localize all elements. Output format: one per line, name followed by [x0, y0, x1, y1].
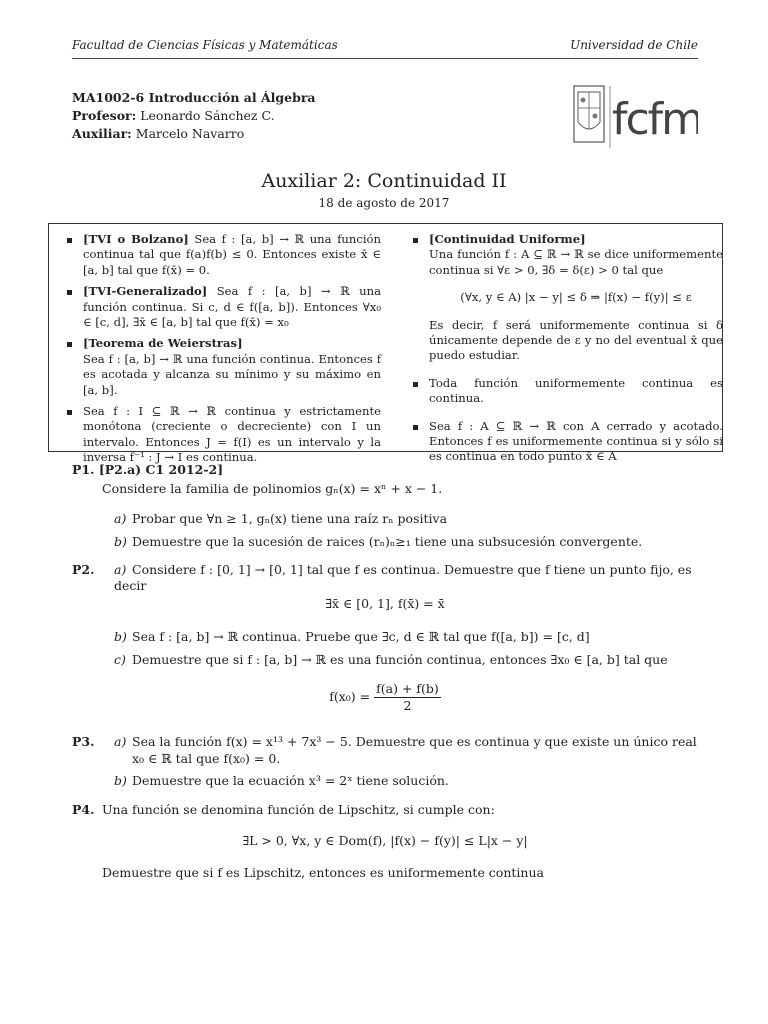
- list-item: [411, 376, 723, 407]
- item-text: Sea f : [a, b] → ℝ una función continua. Si c, d ∈ f([a, b]). Entonces ∀x₀ ∈ [c, d], ∃x̄ ∈ [a, b] tal que f(x̄) = x₀: [83, 284, 381, 330]
- item-text: Una función f : A ⊆ ℝ → ℝ se dice uniformemente continua si ∀ε > 0, ∃δ = δ(ε) > 0 tal que: [429, 247, 723, 277]
- bullet-icon: [67, 238, 72, 243]
- bullet-icon: [413, 382, 418, 387]
- item-text: Toda función uniformemente continua es continua.: [429, 375, 723, 406]
- problem-1a: a) Probar que ∀n ≥ 1, gₙ(x) tiene una raíz rₙ positiva: [114, 511, 448, 526]
- profesor-label: Profesor:: [72, 108, 137, 123]
- item-heading: [Teorema de Weierstras]: [83, 336, 243, 351]
- item-heading: [TVI-Generalizado]: [83, 284, 208, 299]
- bullet-icon: [67, 342, 72, 347]
- list-item: [411, 419, 723, 465]
- item-text: Sea f : A ⊆ ℝ → ℝ con A cerrado y acotado. Entonces f es uniformemente continua si y sólo si es continua en todo punto x̄ ∈ A: [429, 418, 723, 464]
- theorem-column-left: [65, 232, 381, 472]
- problem-4-label: P4.: [72, 802, 95, 817]
- uniform-continuity-equation: (∀x, y ∈ A) |x − y| ≤ δ ⇒ |f(x) − f(y)| ≤ ε: [460, 290, 692, 305]
- problem-2a-equation: ∃x̄ ∈ [0, 1], f(x̄) = x̄: [325, 596, 445, 611]
- header-faculty: Facultad de Ciencias Físicas y Matemáticas: [72, 38, 338, 52]
- problem-2c-equation: f(x₀) = $\frac{f(a) + f(b)}{2}$: [329, 681, 439, 713]
- bullet-icon: [67, 290, 72, 295]
- list-item: [65, 232, 381, 278]
- problem-2b: b) Sea f : [a, b] → ℝ continua. Pruebe que ∃c, d ∈ ℝ tal que f([a, b]) = [c, d]: [114, 629, 590, 644]
- course-info: [72, 89, 316, 143]
- list-item: [65, 336, 381, 398]
- document-date: 18 de agosto de 2017: [318, 196, 450, 210]
- fcfm-logo-icon: [572, 82, 698, 152]
- header-rule: [72, 58, 698, 59]
- list-item: [65, 284, 381, 330]
- problem-2a: a) Considere f : [0, 1] → [0, 1] tal que f es continua. Demuestre que f tiene un punto fijo, es decir: [114, 562, 692, 593]
- item-heading: [Continuidad Uniforme]: [429, 232, 586, 246]
- problem-3a-cont: x₀ ∈ ℝ tal que f(x₀) = 0.: [132, 751, 281, 766]
- problem-1-intro: Considere la familia de polinomios gₙ(x) = xⁿ + x − 1.: [102, 481, 443, 496]
- list-item: [65, 404, 381, 466]
- auxiliar-label: Auxiliar:: [72, 126, 132, 141]
- problem-4-equation: ∃L > 0, ∀x, y ∈ Dom(f), |f(x) − f(y)| ≤ L|x − y|: [242, 833, 528, 848]
- bullet-icon: [413, 425, 418, 430]
- item-text-after: Es decir, f será uniformemente continua si δ únicamente depende de ε y no del eventual x̄ que puedo estudiar.: [429, 317, 723, 363]
- list-item: [411, 232, 723, 364]
- bullet-icon: [67, 410, 72, 415]
- svg-text:fcfm: fcfm: [612, 94, 698, 145]
- problem-3-label: P3.: [72, 734, 95, 749]
- bullet-icon: [413, 238, 418, 243]
- problem-2c: c) Demuestre que si f : [a, b] → ℝ es una función continua, entonces ∃x₀ ∈ [a, b] tal que: [114, 652, 668, 667]
- problem-3b: b) Demuestre que la ecuación x³ = 2ˣ tiene solución.: [114, 773, 449, 788]
- course-title: MA1002-6 Introducción al Álgebra: [72, 90, 316, 105]
- problem-3a: a) Sea la función f(x) = x¹³ + 7x³ − 5. Demuestre que es continua y que existe un único real: [114, 734, 697, 749]
- item-text: Sea f : [a, b] → ℝ una función continua. Entonces f es acotada y alcanza su mínimo y su máximo en [a, b].: [83, 351, 381, 397]
- item-text: Sea f : I ⊆ ℝ → ℝ continua y estrictamente monótona (creciente o decreciente) con I un intervalo. Entonces J = f(I) es un intervalo y la inversa f⁻¹ : J → I es continua.: [83, 404, 381, 465]
- theorem-box: [48, 223, 723, 465]
- header-university: Universidad de Chile: [570, 38, 698, 52]
- item-text: Sea f : [a, b] → ℝ una función continua tal que f(a)f(b) ≤ 0. Entonces existe x̄ ∈ [a, b] tal que f(x̄) = 0.: [83, 232, 381, 277]
- document-title: Auxiliar 2: Continuidad II: [261, 170, 507, 192]
- problem-2-label: P2.: [72, 562, 95, 577]
- auxiliar-name: Marcelo Navarro: [135, 126, 245, 141]
- item-heading: [TVI o Bolzano]: [83, 232, 189, 246]
- problem-4-intro: Una función se denomina función de Lipschitz, si cumple con:: [102, 802, 495, 817]
- theorem-column-right: [411, 232, 723, 471]
- page-header: [72, 38, 698, 58]
- title-block: [0, 170, 768, 210]
- problem-1-label: P1. [P2.a) C1 2012-2]: [72, 462, 224, 477]
- profesor-name: Leonardo Sánchez C.: [140, 108, 275, 123]
- problem-4-conclusion: Demuestre que si f es Lipschitz, entonces es uniformemente continua: [102, 865, 544, 880]
- problem-1b: b) Demuestre que la sucesión de raices (rₙ)ₙ≥₁ tiene una subsucesión convergente.: [114, 534, 643, 549]
